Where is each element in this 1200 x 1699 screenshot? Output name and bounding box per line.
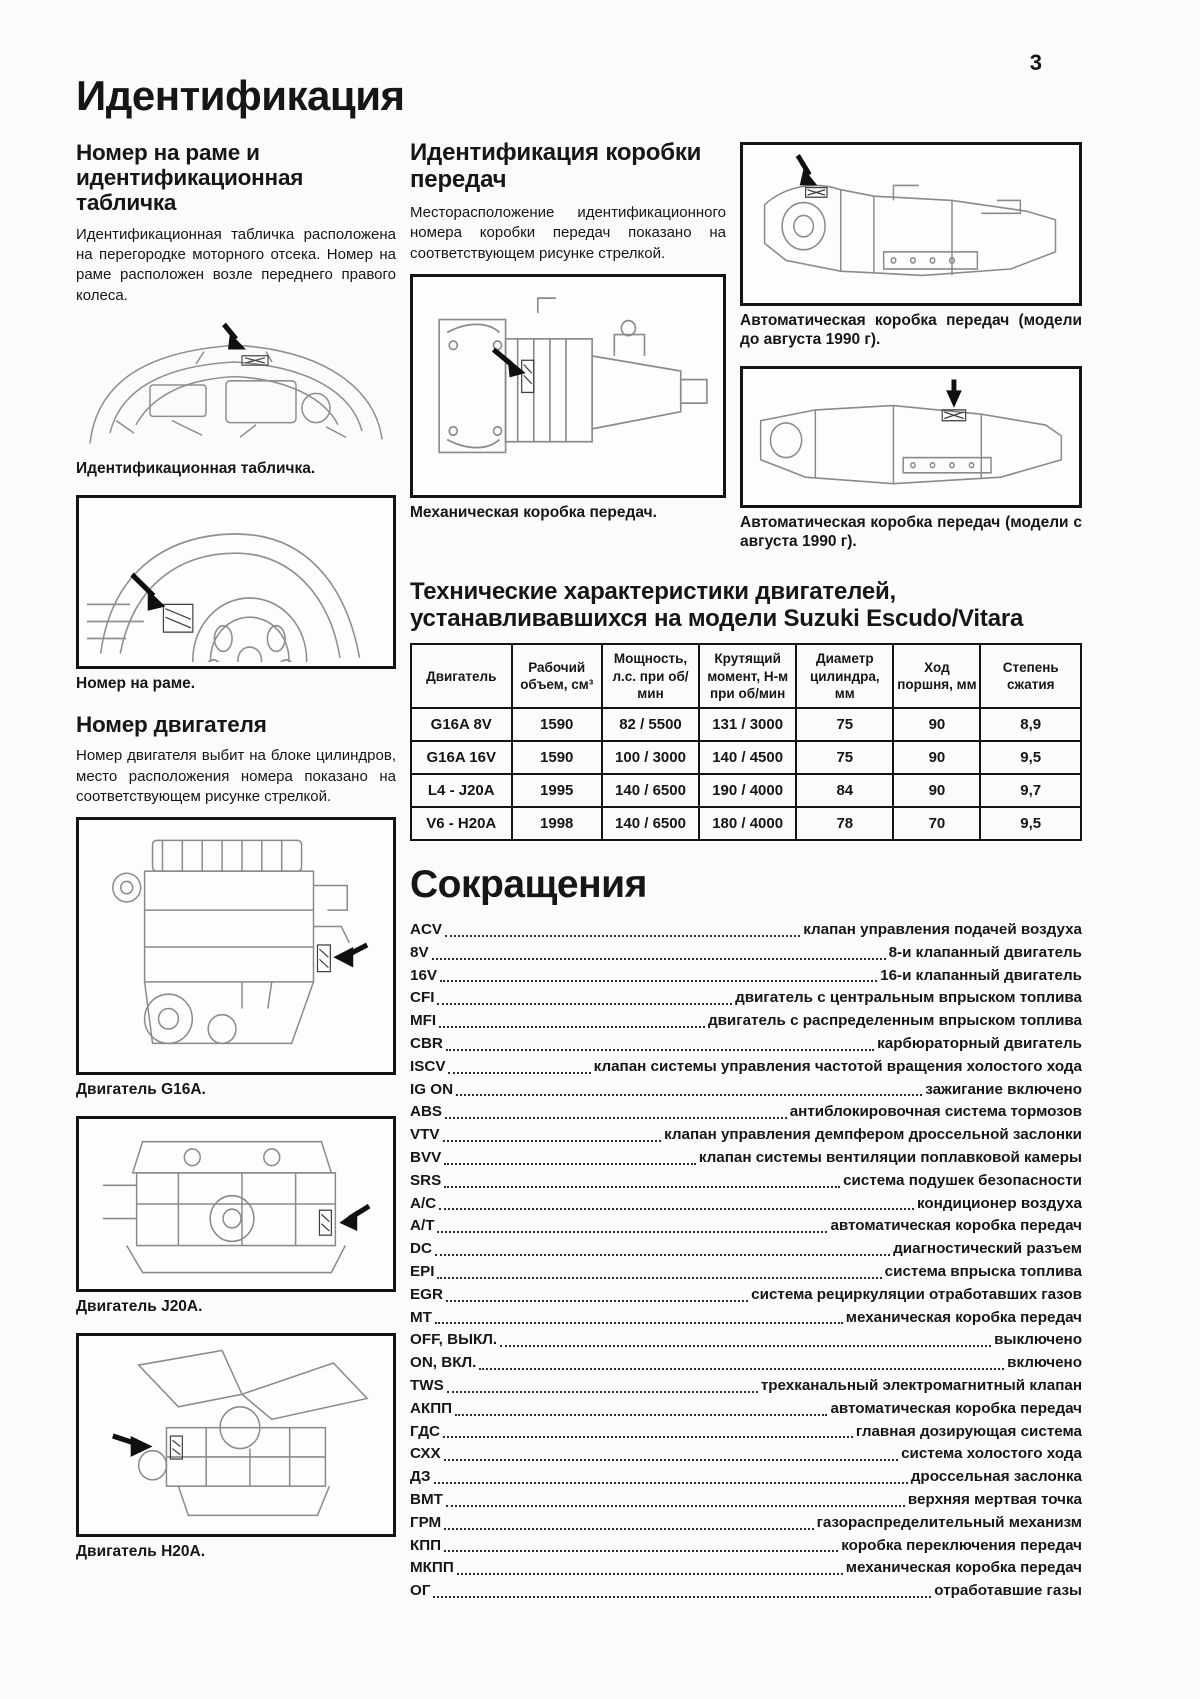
spec-cell-bore: 78 bbox=[796, 807, 893, 840]
abbreviation-definition: главная дозирующая система bbox=[855, 1422, 1082, 1440]
abbreviation-definition: верхняя мертвая точка bbox=[907, 1491, 1082, 1508]
frame-section-body: Идентификационная табличка расположена на перегородке моторного отсека. Номер на раме расположен возле переднего правого колеса. bbox=[76, 225, 396, 304]
abbreviation-row bbox=[410, 1284, 1082, 1307]
spec-cell-bore: 75 bbox=[796, 708, 893, 741]
abbreviation-term: A/T bbox=[410, 1217, 435, 1235]
abbreviation-row bbox=[410, 1443, 1082, 1466]
abbreviation-term: EGR bbox=[410, 1285, 443, 1303]
dotted-leader bbox=[457, 1573, 843, 1575]
manual-gearbox-caption: Механическая коробка передач. bbox=[410, 503, 657, 521]
abbreviation-term: EPI bbox=[410, 1263, 435, 1281]
dotted-leader bbox=[443, 1140, 662, 1142]
abbreviation-term: МКПП bbox=[410, 1559, 454, 1577]
spec-cell-bore: 84 bbox=[796, 774, 893, 807]
spec-cell-volume: 1590 bbox=[512, 741, 602, 774]
two-column-layout bbox=[76, 140, 1082, 1603]
right-column bbox=[410, 140, 1082, 1603]
abbreviation-term: VTV bbox=[410, 1126, 440, 1144]
spec-cell-power: 140 / 6500 bbox=[602, 807, 699, 840]
dotted-leader bbox=[448, 1072, 590, 1074]
dotted-leader bbox=[446, 1300, 748, 1302]
abbreviation-row bbox=[410, 1079, 1082, 1102]
spec-cell-volume: 1998 bbox=[512, 807, 602, 840]
wheel-fender-illustration bbox=[83, 502, 389, 662]
spec-cell-torque: 180 / 4000 bbox=[699, 807, 796, 840]
dotted-leader bbox=[439, 1208, 914, 1210]
engine-j20a-illustration bbox=[83, 1123, 389, 1285]
spec-cell-power: 140 / 6500 bbox=[602, 774, 699, 807]
dotted-leader bbox=[435, 1322, 843, 1324]
engine-spec-table bbox=[410, 643, 1082, 841]
abbreviation-term: ГРМ bbox=[410, 1513, 442, 1531]
spec-table-header-row bbox=[411, 644, 1081, 708]
spec-cell-engine: G16A 16V bbox=[411, 741, 512, 774]
auto-gearbox-late-illustration bbox=[747, 373, 1075, 501]
engine-j20a-figure bbox=[76, 1116, 396, 1292]
abbreviations-list bbox=[410, 919, 1082, 1603]
dotted-leader bbox=[437, 1003, 732, 1005]
spec-cell-engine: L4 - J20A bbox=[411, 774, 512, 807]
abbreviation-term: АКПП bbox=[410, 1399, 453, 1417]
abbreviation-definition: клапан системы управления частотой вращения холостого хода bbox=[593, 1057, 1082, 1075]
dotted-leader bbox=[479, 1368, 1004, 1370]
abbreviation-definition: дроссельная заслонка bbox=[910, 1468, 1082, 1486]
auto-gearbox-late-figure bbox=[740, 366, 1082, 508]
gearbox-identification-block bbox=[410, 140, 1082, 568]
gearbox-heading: Идентификация коробки передач bbox=[410, 139, 702, 193]
abbreviation-definition: карбюраторный двигатель bbox=[877, 1035, 1082, 1053]
manual-gearbox-illustration bbox=[417, 281, 719, 491]
abbreviation-row bbox=[410, 1466, 1082, 1489]
abbreviation-term: BVV bbox=[410, 1149, 442, 1167]
spec-cell-stroke: 90 bbox=[893, 774, 980, 807]
abbreviation-definition: механическая коробка передач bbox=[845, 1308, 1082, 1326]
abbreviations-heading: Сокращения bbox=[410, 863, 647, 907]
abbreviation-term: CBR bbox=[410, 1035, 443, 1053]
abbreviation-row bbox=[410, 919, 1082, 942]
spec-cell-engine: G16A 8V bbox=[411, 708, 512, 741]
spec-table-row bbox=[411, 741, 1081, 774]
spec-cell-stroke: 70 bbox=[893, 807, 980, 840]
abbreviation-term: ОГ bbox=[410, 1582, 431, 1600]
abbreviation-term: MT bbox=[410, 1308, 432, 1326]
spec-cell-volume: 1590 bbox=[512, 708, 602, 741]
spec-cell-compression: 9,5 bbox=[980, 807, 1081, 840]
engine-h20a-caption: Двигатель H20A. bbox=[76, 1543, 206, 1561]
dotted-leader bbox=[432, 958, 886, 960]
abbreviation-definition: система рециркуляции отработавших газов bbox=[751, 1285, 1082, 1303]
spec-header-power: Мощность, л.с. при об/мин bbox=[602, 644, 699, 708]
dotted-leader bbox=[437, 1231, 827, 1233]
abbreviation-definition: трехканальный электромагнитный клапан bbox=[760, 1377, 1082, 1395]
spec-cell-stroke: 90 bbox=[893, 708, 980, 741]
abbreviation-row bbox=[410, 1193, 1082, 1216]
abbreviation-row bbox=[410, 1307, 1082, 1330]
abbreviation-definition: отработавшие газы bbox=[934, 1582, 1082, 1600]
abbreviation-term: ГДС bbox=[410, 1422, 441, 1440]
abbreviation-definition: кондиционер воздуха bbox=[916, 1194, 1082, 1212]
dotted-leader bbox=[455, 1414, 827, 1416]
abbreviation-row bbox=[410, 965, 1082, 988]
frame-section-heading: Номер на раме и идентификационная табличка bbox=[76, 140, 304, 216]
spec-cell-compression: 8,9 bbox=[980, 708, 1081, 741]
dotted-leader bbox=[447, 1391, 758, 1393]
abbreviation-definition: антиблокировочная система тормозов bbox=[789, 1103, 1082, 1121]
auto-gearbox-column bbox=[740, 140, 1082, 568]
dotted-leader bbox=[444, 1550, 838, 1552]
plate-caption: Идентификационная табличка. bbox=[76, 460, 316, 478]
spec-header-torque: Крутящий момент, Н-м при об/мин bbox=[699, 644, 796, 708]
abbreviation-term: ДЗ bbox=[410, 1468, 431, 1486]
dotted-leader bbox=[444, 1163, 696, 1165]
spec-table-title: Технические характеристики двигателей, устанавливавшихся на модели Suzuki Escudo/Vitara bbox=[410, 577, 1024, 633]
abbreviation-definition: коробка переключения передач bbox=[841, 1536, 1082, 1554]
abbreviation-definition: система холостого хода bbox=[901, 1445, 1082, 1463]
dotted-leader bbox=[444, 1528, 813, 1530]
manual-gearbox-figure bbox=[410, 274, 726, 498]
abbreviation-definition: автоматическая коробка передач bbox=[830, 1399, 1082, 1417]
engine-h20a-figure bbox=[76, 1333, 396, 1537]
abbreviation-definition: клапан системы вентиляции поплавковой камеры bbox=[698, 1149, 1082, 1167]
abbreviation-row bbox=[410, 1398, 1082, 1421]
abbreviation-term: IG ON bbox=[410, 1080, 454, 1098]
abbreviation-term: 16V bbox=[410, 966, 438, 984]
spec-table-row bbox=[411, 807, 1081, 840]
spec-cell-bore: 75 bbox=[796, 741, 893, 774]
spec-cell-torque: 140 / 4500 bbox=[699, 741, 796, 774]
abbreviation-definition: выключено bbox=[994, 1331, 1082, 1349]
abbreviation-row bbox=[410, 1261, 1082, 1284]
dotted-leader bbox=[440, 980, 877, 982]
abbreviation-term: ВМТ bbox=[410, 1491, 443, 1508]
abbreviation-definition: клапан управления подачей воздуха bbox=[803, 921, 1082, 939]
spec-cell-power: 82 / 5500 bbox=[602, 708, 699, 741]
engine-g16a-figure bbox=[76, 817, 396, 1075]
abbreviation-term: ABS bbox=[410, 1103, 443, 1121]
abbreviation-row bbox=[410, 1421, 1082, 1444]
abbreviation-definition: 8-и клапанный двигатель bbox=[888, 943, 1082, 961]
engine-h20a-illustration bbox=[83, 1340, 389, 1530]
engine-bay-illustration bbox=[76, 316, 396, 454]
abbreviation-definition: диагностический разъем bbox=[893, 1240, 1082, 1258]
dotted-leader bbox=[435, 1254, 890, 1256]
dotted-leader bbox=[456, 1094, 922, 1096]
auto-gearbox-early-caption: Автоматическая коробка передач (модели до августа 1990 г). bbox=[740, 312, 1082, 348]
abbreviation-row bbox=[410, 1147, 1082, 1170]
spec-cell-torque: 190 / 4000 bbox=[699, 774, 796, 807]
dotted-leader bbox=[446, 1049, 874, 1051]
spec-cell-stroke: 90 bbox=[893, 741, 980, 774]
page-title: Идентификация bbox=[76, 72, 405, 119]
spec-header-volume: Рабочий объем, см³ bbox=[512, 644, 602, 708]
engine-j20a-caption: Двигатель J20A. bbox=[76, 1298, 203, 1316]
engine-bay-figure bbox=[76, 316, 396, 454]
page-number: 3 bbox=[1029, 50, 1042, 75]
abbreviation-definition: зажигание включено bbox=[925, 1080, 1082, 1098]
abbreviation-definition: система подушек безопасности bbox=[843, 1171, 1082, 1189]
abbreviation-row bbox=[410, 942, 1082, 965]
abbreviation-definition: механическая коробка передач bbox=[845, 1559, 1082, 1577]
abbreviation-row bbox=[410, 1535, 1082, 1558]
abbreviation-row bbox=[410, 1170, 1082, 1193]
abbreviation-definition: автоматическая коробка передач bbox=[830, 1217, 1082, 1235]
abbreviation-term: 8V bbox=[410, 943, 429, 961]
abbreviation-term: СХХ bbox=[410, 1445, 441, 1463]
dotted-leader bbox=[437, 1277, 881, 1279]
abbreviation-term: CFI bbox=[410, 989, 435, 1007]
abbreviation-row bbox=[410, 1352, 1082, 1375]
dotted-leader bbox=[446, 1505, 905, 1507]
spec-cell-volume: 1995 bbox=[512, 774, 602, 807]
left-column bbox=[76, 140, 396, 1578]
auto-gearbox-early-figure bbox=[740, 142, 1082, 306]
engine-g16a-caption: Двигатель G16A. bbox=[76, 1081, 206, 1099]
abbreviation-term: DC bbox=[410, 1240, 432, 1258]
spec-cell-compression: 9,7 bbox=[980, 774, 1081, 807]
auto-gearbox-early-illustration bbox=[747, 149, 1075, 299]
dotted-leader bbox=[444, 1186, 840, 1188]
abbreviation-row bbox=[410, 1489, 1082, 1512]
engine-number-heading: Номер двигателя bbox=[76, 711, 267, 737]
dotted-leader bbox=[444, 1459, 898, 1461]
spec-header-bore: Диаметр цилиндра, мм bbox=[796, 644, 893, 708]
abbreviation-row bbox=[410, 1056, 1082, 1079]
abbreviation-definition: двигатель с распределенным впрыском топлива bbox=[707, 1012, 1082, 1030]
spec-table-row bbox=[411, 774, 1081, 807]
abbreviation-term: ACV bbox=[410, 921, 443, 939]
dotted-leader bbox=[445, 935, 800, 937]
spec-cell-torque: 131 / 3000 bbox=[699, 708, 796, 741]
abbreviation-row bbox=[410, 987, 1082, 1010]
spec-header-engine: Двигатель bbox=[411, 644, 512, 708]
abbreviation-row bbox=[410, 1329, 1082, 1352]
abbreviation-term: TWS bbox=[410, 1377, 444, 1395]
abbreviation-row bbox=[410, 1375, 1082, 1398]
dotted-leader bbox=[433, 1596, 931, 1598]
abbreviation-row bbox=[410, 1557, 1082, 1580]
abbreviation-definition: включено bbox=[1007, 1354, 1082, 1372]
spec-table-row bbox=[411, 708, 1081, 741]
abbreviation-definition: газораспределительный механизм bbox=[816, 1513, 1082, 1531]
dotted-leader bbox=[434, 1482, 908, 1484]
dotted-leader bbox=[500, 1345, 991, 1347]
abbreviation-term: OFF, ВЫКЛ. bbox=[410, 1331, 498, 1349]
abbreviation-term: SRS bbox=[410, 1171, 442, 1189]
abbreviation-row bbox=[410, 1010, 1082, 1033]
spec-cell-power: 100 / 3000 bbox=[602, 741, 699, 774]
abbreviation-row bbox=[410, 1580, 1082, 1603]
abbreviation-term: MFI bbox=[410, 1012, 437, 1030]
engine-number-body: Номер двигателя выбит на блоке цилиндров, место расположения номера показано на соответствующем рисунке стрелкой. bbox=[76, 747, 396, 805]
abbreviation-definition: двигатель с центральным впрыском топлива bbox=[735, 989, 1082, 1007]
spec-header-stroke: Ход поршня, мм bbox=[893, 644, 980, 708]
spec-cell-compression: 9,5 bbox=[980, 741, 1081, 774]
abbreviation-definition: клапан управления демпфером дроссельной заслонки bbox=[664, 1126, 1082, 1144]
gearbox-text-column bbox=[410, 140, 726, 568]
abbreviation-row bbox=[410, 1033, 1082, 1056]
abbreviation-row bbox=[410, 1101, 1082, 1124]
auto-gearbox-late-caption: Автоматическая коробка передач (модели с августа 1990 г). bbox=[740, 513, 1082, 550]
abbreviation-row bbox=[410, 1124, 1082, 1147]
abbreviation-term: A/C bbox=[410, 1194, 437, 1212]
abbreviation-definition: система впрыска топлива bbox=[884, 1263, 1082, 1281]
dotted-leader bbox=[445, 1117, 787, 1119]
spec-cell-engine: V6 - H20A bbox=[411, 807, 512, 840]
frame-number-figure bbox=[76, 495, 396, 669]
abbreviation-term: КПП bbox=[410, 1536, 442, 1554]
abbreviation-row bbox=[410, 1215, 1082, 1238]
abbreviation-definition: 16-и клапанный двигатель bbox=[880, 966, 1082, 984]
dotted-leader bbox=[439, 1026, 705, 1028]
abbreviation-row bbox=[410, 1512, 1082, 1535]
dotted-leader bbox=[443, 1436, 853, 1438]
abbreviation-row bbox=[410, 1238, 1082, 1261]
frame-caption: Номер на раме. bbox=[76, 675, 196, 693]
engine-g16a-illustration bbox=[83, 824, 389, 1068]
spec-header-compression: Степень сжатия bbox=[980, 644, 1081, 708]
abbreviation-term: ISCV bbox=[410, 1057, 446, 1075]
gearbox-body: Месторасположение идентификационного номера коробки передач показано на соответствующем рисунке стрелкой. bbox=[410, 203, 726, 262]
abbreviation-term: ON, ВКЛ. bbox=[410, 1354, 477, 1372]
